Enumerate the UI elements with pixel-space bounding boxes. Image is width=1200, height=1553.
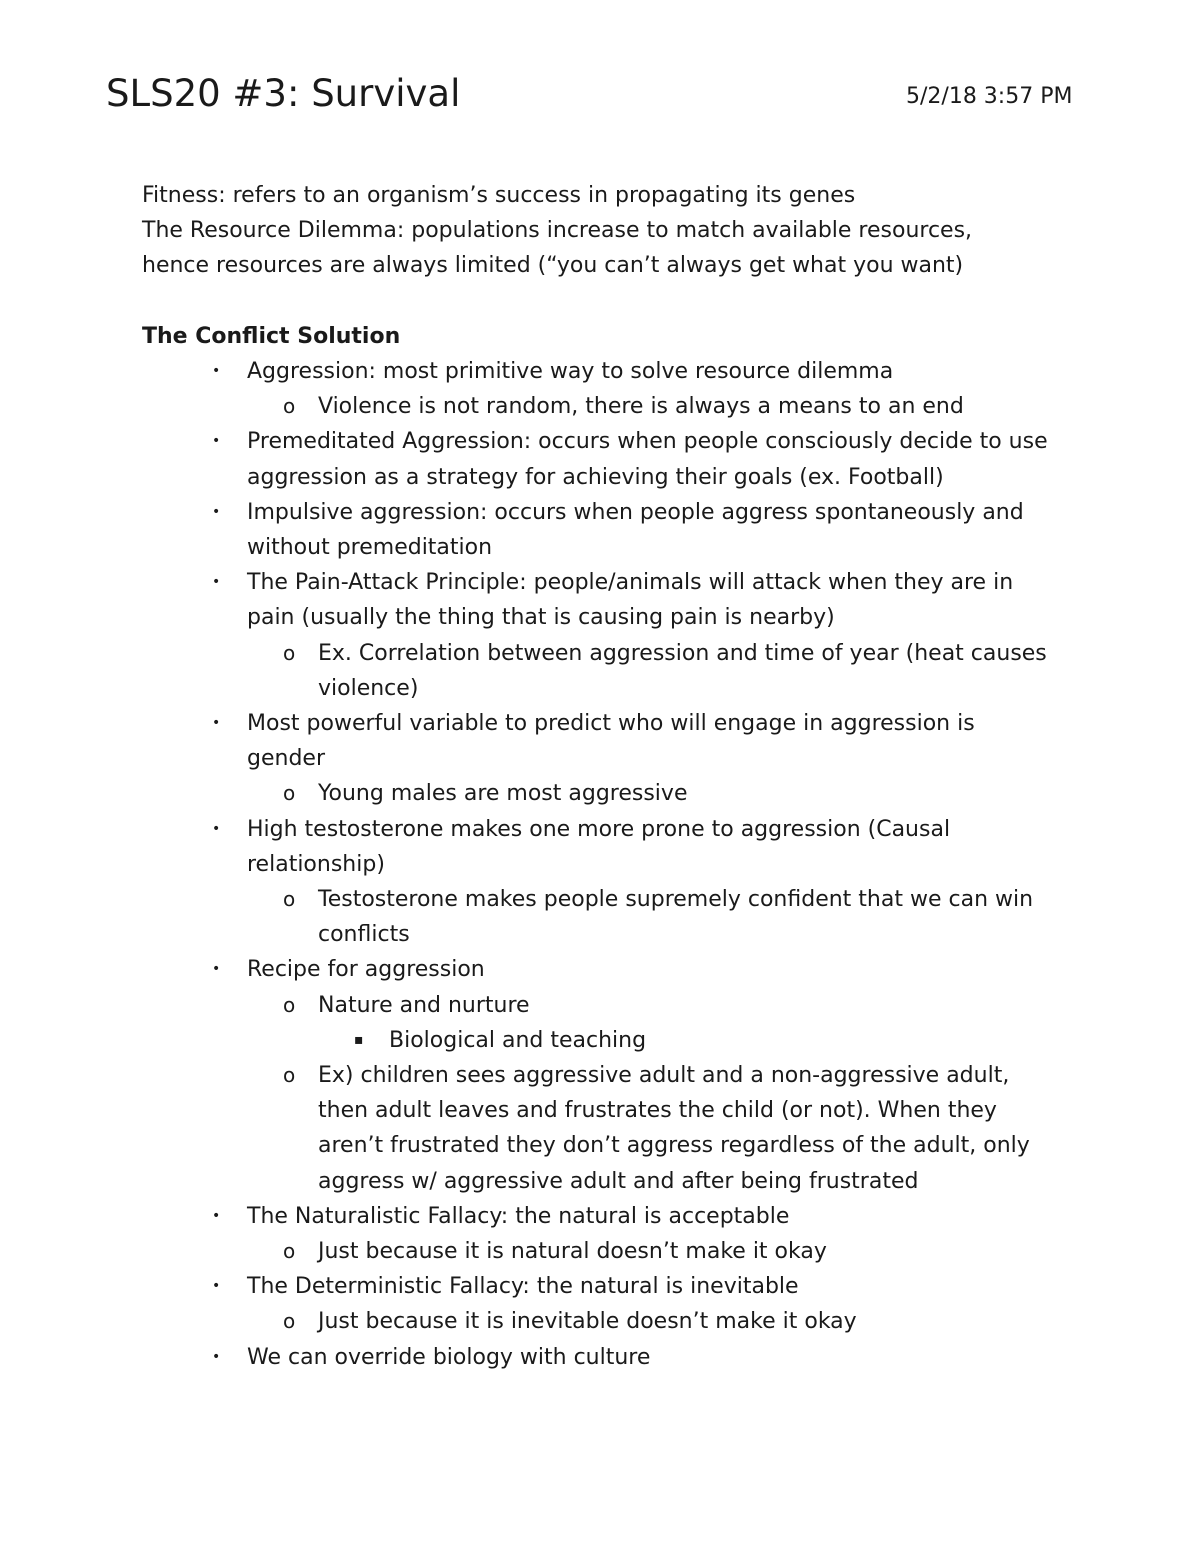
bullet-marker: • (212, 961, 221, 978)
list-item-text: Biological and teaching (389, 1027, 647, 1053)
list-item (142, 565, 1057, 635)
list-item (142, 1269, 1047, 1304)
list-item (142, 389, 1078, 424)
bullet-marker: • (212, 503, 221, 520)
list-item-text: Just because it is inevitable doesn’t make it okay (318, 1309, 857, 1335)
note-title: SLS20 #3: Survival (106, 72, 461, 115)
list-item (142, 424, 1067, 494)
circle-marker: o (283, 1309, 296, 1334)
circle-marker: o (283, 992, 296, 1017)
list-item (142, 636, 1048, 706)
list-item (142, 812, 1027, 882)
intro-paragraph-fitness: Fitness: refers to an organism’s success in propagating its genes (142, 183, 856, 208)
list-item (142, 706, 1047, 776)
list-item-text: Most powerful variable to predict who will engage in aggression is gender (247, 711, 975, 772)
list-item-text: Just because it is natural doesn’t make it okay (318, 1239, 827, 1265)
list-item-text: Young males are most aggressive (318, 781, 688, 807)
square-marker: ▪ (354, 1031, 364, 1048)
list-item-text: Testosterone makes people supremely confident that we can win conflicts (318, 887, 1034, 948)
list-item (142, 882, 1048, 952)
list-item-text: The Pain-Attack Principle: people/animals will attack when they are in pain (usually the thing that is causing pain is nearby) (247, 570, 1014, 631)
list-item-text: Premeditated Aggression: occurs when people consciously decide to use aggression as a strategy for achieving their goals (ex. Football) (247, 429, 1048, 490)
list-item-text: Nature and nurture (318, 992, 530, 1018)
section-heading: The Conflict Solution (142, 323, 401, 349)
bullet-marker: • (212, 1207, 221, 1224)
list-item (142, 1234, 1078, 1269)
bullet-marker: • (212, 1348, 221, 1365)
list-item-text: Impulsive aggression: occurs when people aggress spontaneously and without premeditation (247, 499, 1024, 561)
bullet-marker: • (212, 715, 221, 732)
paragraph-spacer (142, 284, 1102, 319)
list-item-text: High testosterone makes one more prone to aggression (Causal relationship) (247, 816, 951, 877)
list-item (142, 988, 1078, 1023)
list-item (142, 495, 1047, 565)
list-item (142, 1023, 1069, 1058)
circle-marker: o (283, 781, 296, 806)
list-item-text: Violence is not random, there is always a means to an end (318, 394, 964, 420)
list-item-text: Ex. Correlation between aggression and time of year (heat causes violence) (318, 640, 1047, 701)
note-body (142, 178, 1102, 1375)
intro-paragraph-resource-dilemma: The Resource Dilemma: populations increase to match available resources, hence resources are always limited (“you can’t always get what you want) (142, 218, 973, 279)
bullet-marker: • (212, 820, 221, 837)
bullet-marker: • (212, 574, 221, 591)
list-item-text: We can override biology with culture (247, 1344, 651, 1370)
list-item-text: Ex) children sees aggressive adult and a non-aggressive adult, then adult leaves and frustrates the child (or not). When they aren’t frustrated they don’t aggress regardless of the adult, only aggress w/ aggressive adult and after being frustrated (318, 1063, 1030, 1194)
list-item (142, 1304, 1078, 1339)
bullet-marker: • (212, 433, 221, 450)
list-item-text: Aggression: most primitive way to solve resource dilemma (247, 359, 894, 384)
list-item (142, 1340, 1047, 1375)
list-item-text: The Deterministic Fallacy: the natural is inevitable (247, 1274, 799, 1300)
bullet-marker: • (212, 363, 221, 379)
circle-marker: o (283, 1239, 296, 1264)
circle-marker: o (283, 1063, 296, 1088)
circle-marker: o (283, 640, 296, 665)
list-item (142, 952, 1047, 987)
list-item-text: The Naturalistic Fallacy: the natural is acceptable (247, 1203, 790, 1229)
circle-marker: o (283, 394, 296, 419)
note-timestamp: 5/2/18 3:57 PM (906, 84, 1073, 109)
list-item (142, 354, 1017, 389)
list-item (142, 776, 1078, 811)
list-item (142, 1058, 1048, 1199)
circle-marker: o (283, 887, 296, 912)
list-item-text: Recipe for aggression (247, 957, 485, 983)
list-item (142, 1199, 1047, 1234)
bullet-marker: • (212, 1278, 221, 1295)
